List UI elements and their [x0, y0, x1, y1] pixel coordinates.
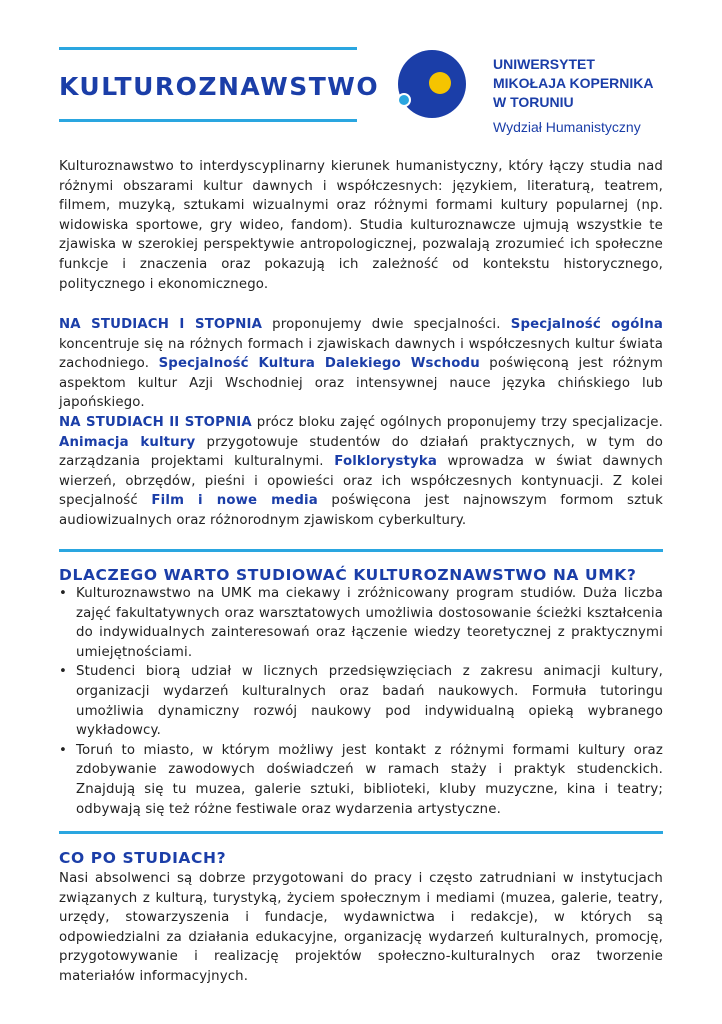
bullet-icon: •: [59, 742, 67, 758]
bullet-icon: •: [59, 664, 67, 680]
specialization-film-media: Film i nowe media: [151, 493, 318, 509]
second-degree-label: NA STUDIACH II STOPNIA: [59, 415, 252, 430]
top-rule: [59, 47, 357, 50]
specialization-general: Specjalność ogólna: [510, 317, 663, 332]
specialization-far-east: Specjalność Kultura Dalekiego Wschodu: [158, 356, 480, 372]
specialization-animation: Animacja kultury: [59, 434, 196, 450]
faculty-name: Wydział Humanistyczny: [493, 119, 641, 135]
first-degree-label: NA STUDIACH I STOPNIA: [59, 317, 263, 332]
university-name: UNIWERSYTET MIKOŁAJA KOPERNIKA W TORUNIU: [493, 56, 654, 110]
bullet-icon: •: [59, 586, 67, 601]
list-item: • Kulturoznawstwo na UMK ma ciekawy i zróżnicowany program studiów. Duża liczba zajęć fakultatywnych oraz warsztatowych umożliwia dostosowanie ścieżki kształcenia do indywidualnych zainteresowań oraz łączenie wiedzy teoretycznej z praktycznymi umiejętnościami.: [59, 586, 663, 660]
university-logo-icon: [396, 48, 468, 120]
why-list: [59, 584, 663, 819]
intro-paragraph: Kulturoznawstwo to interdyscyplinarny kierunek humanistyczny, który łączy studia nad różnymi obszarami kultur dawnych i współczesnych: językiem, literaturą, teatrem, filmem, muzyką, sztukami wizualnymi oraz różnymi formami kultury popularnej (np. widowiska sportowe, gry wideo, fandom). Studia kulturoznawcze ujmują wszystkie te zjawiska w szerokiej perspektywie antropologicznej, pozwalają zrozumieć ich społeczne funkcje i znaczenia oraz pokazują ich zależność od kontekstu historycznego, politycznego i ekonomicznego.: [59, 159, 663, 292]
after-heading: CO PO STUDIACH?: [59, 849, 227, 867]
list-item: • Toruń to miasto, w którym możliwy jest kontakt z różnymi formami kultury oraz zdobywanie zawodowych doświadczeń w ramach staży i praktyk studenckich. Znajdują się tu muzea, galerie sztuki, biblioteki, kluby muzyczne, kina i teatry; odbywają się też różne festiwale oraz wydarzenia artystyczne.: [59, 742, 663, 817]
list-item: • Studenci biorą udział w licznych przedsięwzięciach z zakresu animacji kultury, organizacji wydarzeń kulturalnych oraz badań naukowych. Formuła tutoringu umożliwia dynamiczny rozwój naukowy pod indywidualną opieką wybranego wykładowcy.: [59, 664, 663, 739]
page-title: KULTUROZNAWSTWO: [59, 72, 380, 101]
section-divider: [59, 549, 663, 552]
specialization-folklore: Folklorystyka: [334, 454, 437, 470]
first-degree-paragraph: NA STUDIACH I STOPNIA proponujemy dwie specjalności. Specjalność ogólna koncentruje się na różnych formach i zjawiskach dawnych i współczesnych kultur świata zachodniego. Specjalność Kultura Dalekiego Wschodu poświęconą jest różnym aspektom kultur Azji Wschodniej oraz intensywnej nauce języka chińskiego lub japońskiego.: [59, 317, 663, 411]
after-paragraph: Nasi absolwenci są dobrze przygotowani do pracy i często zatrudniani w instytucjach związanych z kulturą, turystyką, życiem społecznym i mediami (muzea, galerie, teatry, urzędy, stowarzyszenia i fundacje, wydawnictwa i redakcje), w których są odpowiedzialni za działania edukacyjne, organizację wydarzeń kulturalnych, promocję, przygotowywanie i realizację projektów społeczno-kulturalnych oraz tworzenie materiałów informacyjnych.: [59, 871, 663, 984]
why-heading: DLACZEGO WARTO STUDIOWAĆ KULTUROZNAWSTWO NA UMK?: [59, 566, 637, 584]
title-underline: [59, 119, 357, 122]
second-degree-paragraph: NA STUDIACH II STOPNIA prócz bloku zajęć ogólnych proponujemy trzy specjalizacje. Animacja kultury przygotowuje studentów do działań praktycznych, w tym do zarządzania projektami kulturalnymi. Folklorystyka wprowadza w świat dawnych wierzeń, obrzędów, pieśni i opowieści oraz ich współczesnych kontynuacji. Z kolei specjalność Film i nowe media poświęcona jest najnowszym formom sztuk audiowizualnych oraz różnorodnym zjawiskom cyberkultury.: [59, 415, 664, 528]
section-divider: [59, 831, 663, 834]
